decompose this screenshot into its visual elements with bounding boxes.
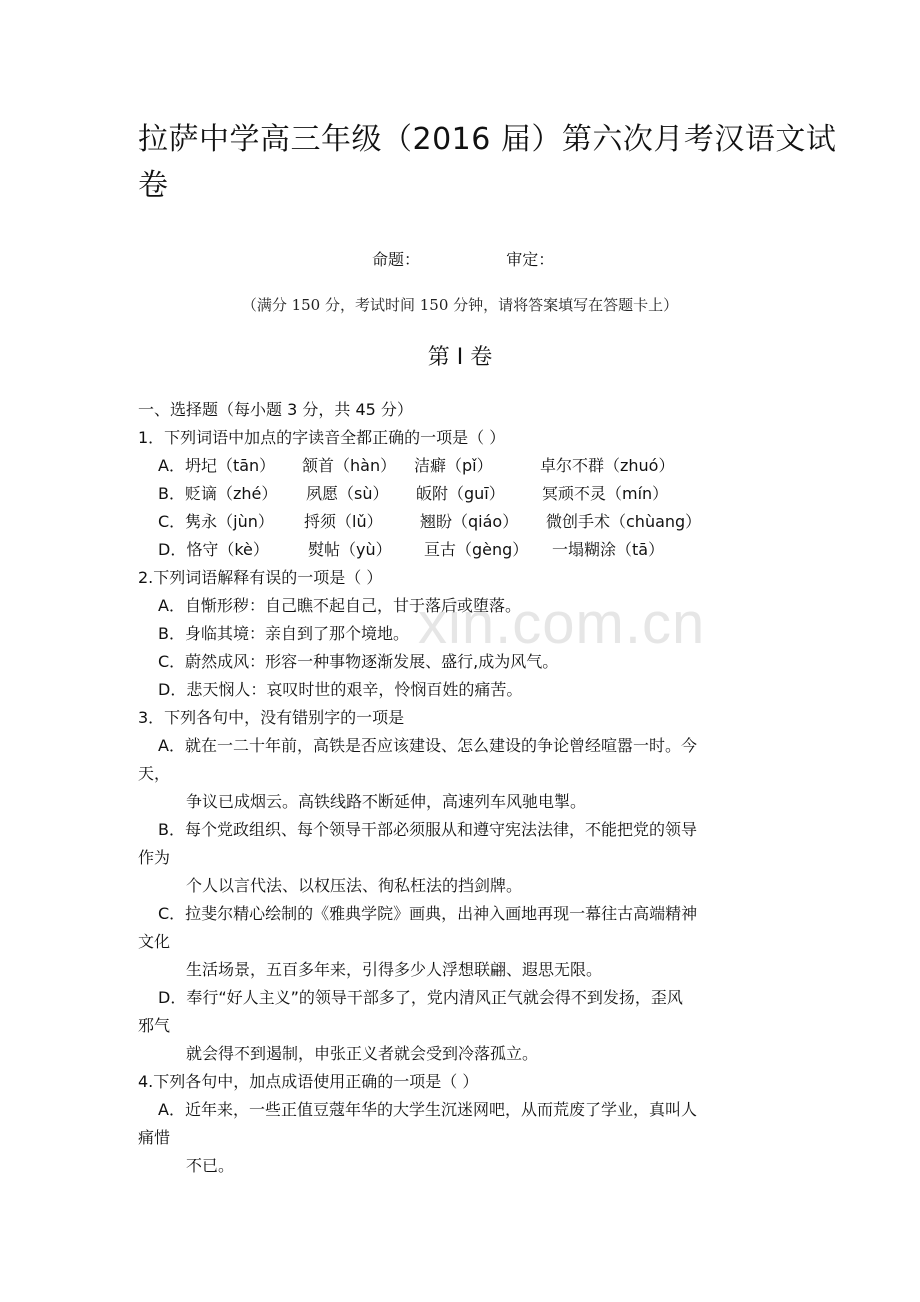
- q2-option-b: B．身临其境：亲自到了那个境地。: [158, 624, 409, 643]
- section-header: 一、选择题（每小题 3 分，共 45 分）: [138, 400, 413, 419]
- q1-option-a: A．坍圮（tān） 颔首（hàn） 洁癖（pǐ） 卓尔不群（zhuó）: [158, 456, 675, 475]
- q3-option-b-line-1: B．每个党政组织、每个领导干部必须服从和遵守宪法法律，不能把党的领导: [158, 820, 697, 839]
- q3-option-a-line-1: A．就在一二十年前，高铁是否应该建设、怎么建设的争论曾经喧嚣一时。今: [158, 736, 697, 755]
- q2-option-a: A．自惭形秽：自己瞧不起自己，甘于落后或堕落。: [158, 596, 521, 615]
- q4-option-a-line-2: 痛惜: [138, 1128, 171, 1147]
- q3-option-c-line-2: 文化: [138, 932, 171, 951]
- q4-stem: 4.下列各句中，加点成语使用正确的一项是（ ）: [138, 1072, 479, 1091]
- q2-stem: 2.下列词语解释有误的一项是（ ）: [138, 568, 383, 587]
- q3-option-a-line-2: 天，: [138, 764, 171, 783]
- watermark: xin.com.cn: [418, 591, 706, 656]
- q2-option-c: C．蔚然成风：形容一种事物逐渐发展、盛行,成为风气。: [158, 652, 559, 671]
- q3-option-b-line-2: 作为: [138, 848, 171, 867]
- q4-option-a-line-3: 不已。: [186, 1156, 235, 1175]
- q1-stem: 1．下列词语中加点的字读音全都正确的一项是（ ）: [138, 428, 506, 447]
- q4-option-a-line-1: A．近年来，一些正值豆蔻年华的大学生沉迷网吧，从而荒废了学业，真叫人: [158, 1100, 697, 1119]
- volume-heading: 第 I 卷: [427, 345, 493, 370]
- q1-option-c: C．隽永（jùn） 捋须（lǔ） 翘盼（qiáo） 微创手术（chùang）: [158, 512, 702, 531]
- q1-option-d: D．恪守（kè） 熨帖（yù） 亘古（gèng） 一塌糊涂（tā）: [158, 540, 665, 559]
- q3-stem: 3．下列各句中，没有错别字的一项是: [138, 708, 405, 727]
- q2-option-d: D．悲天悯人：哀叹时世的艰辛，怜悯百姓的痛苦。: [158, 680, 523, 699]
- q3-option-d-line-3: 就会得不到遏制，申张正义者就会受到冷落孤立。: [186, 1044, 539, 1063]
- exam-instructions: （满分 150 分，考试时间 150 分钟，请将答案填写在答题卡上）: [241, 296, 679, 314]
- q1-option-b: B．贬谪（zhé） 夙愿（sù） 皈附（guī） 冥顽不灵（mín）: [158, 484, 669, 503]
- proposer-label: 命题：: [372, 250, 421, 269]
- q3-option-d-line-2: 邪气: [138, 1016, 171, 1035]
- exam-title-line-1: 拉萨中学高三年级（2016 届）第六次月考汉语文试: [138, 122, 837, 157]
- q3-option-c-line-3: 生活场景，五百多年来，引得多少人浮想联翩、遐思无限。: [186, 960, 603, 979]
- reviewer-label: 审定：: [506, 250, 555, 269]
- q3-option-a-line-3: 争议已成烟云。高铁线路不断延伸，高速列车风驰电掣。: [186, 792, 587, 811]
- exam-title-line-2: 卷: [138, 168, 169, 203]
- q3-option-b-line-3: 个人以言代法、以权压法、徇私枉法的挡剑牌。: [186, 876, 523, 895]
- q3-option-c-line-1: C．拉斐尔精心绘制的《雅典学院》画典，出神入画地再现一幕往古高端精神: [158, 904, 698, 923]
- q3-option-d-line-1: D．奉行“好人主义”的领导干部多了，党内清风正气就会得不到发扬，歪风: [158, 988, 683, 1007]
- exam-meta: [372, 247, 554, 270]
